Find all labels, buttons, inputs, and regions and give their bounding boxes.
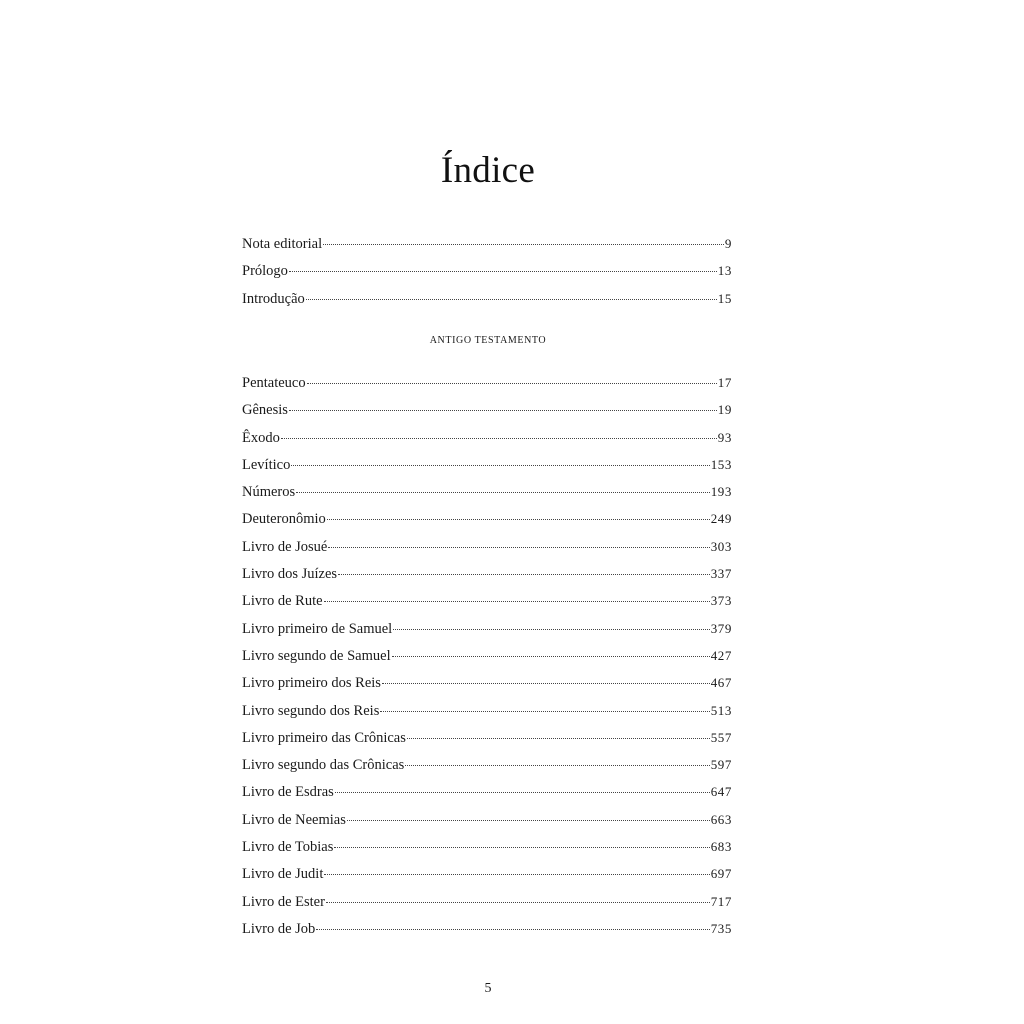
toc-entry-label: Livro dos Juízes xyxy=(242,566,338,583)
toc-entry-label: Livro primeiro das Crônicas xyxy=(242,729,406,746)
toc-entry-label: Livro de Josué xyxy=(242,538,328,555)
dot-leader xyxy=(296,492,710,493)
toc-entry-label: Prólogo xyxy=(242,263,288,280)
toc-entry xyxy=(242,697,732,724)
dot-leader xyxy=(334,847,709,848)
dot-leader xyxy=(393,629,709,630)
dot-leader xyxy=(316,929,709,930)
toc-entry xyxy=(242,396,732,423)
dot-leader xyxy=(382,683,710,684)
toc-entry xyxy=(242,615,732,642)
dot-leader xyxy=(392,656,710,657)
page-title: Índice xyxy=(440,150,536,191)
dot-leader xyxy=(291,465,709,466)
toc-entry-label: Deuteronômio xyxy=(242,511,326,528)
toc-entry-page: 663 xyxy=(710,811,732,827)
toc-entry-page: 193 xyxy=(710,484,732,500)
toc-entry xyxy=(242,257,732,284)
toc-main-list xyxy=(242,369,732,942)
toc-entry-page: 697 xyxy=(710,866,732,882)
toc-entry xyxy=(242,505,732,532)
toc-entry-page: 683 xyxy=(710,839,732,855)
toc-entry-label: Livro segundo dos Reis xyxy=(242,702,380,719)
toc-entry xyxy=(242,888,732,915)
toc-entry-label: Livro de Judit xyxy=(242,866,324,883)
toc-entry-label: Livro de Ester xyxy=(242,893,325,910)
dot-leader xyxy=(306,299,717,300)
toc-entry-label: Gênesis xyxy=(242,402,288,419)
toc-entry-page: 13 xyxy=(717,263,732,279)
dot-leader xyxy=(324,874,709,875)
toc-entry-label: Livro de Rute xyxy=(242,593,323,610)
toc-entry xyxy=(242,860,732,887)
toc-entry-label: Pentateuco xyxy=(242,375,306,391)
toc-entry-label: Nota editorial xyxy=(242,236,323,252)
dot-leader xyxy=(289,410,717,411)
toc-entry xyxy=(242,833,732,860)
dot-leader xyxy=(328,547,709,548)
toc-entry-page: 597 xyxy=(710,757,732,773)
toc-entry-page: 249 xyxy=(710,511,732,527)
dot-leader xyxy=(407,738,710,739)
toc-entry xyxy=(242,451,732,478)
dot-leader xyxy=(327,519,710,520)
toc-entry xyxy=(242,915,732,942)
toc-entry-page: 735 xyxy=(710,920,732,936)
toc-entry xyxy=(242,642,732,669)
toc-entry-page: 17 xyxy=(717,375,732,390)
toc-entry xyxy=(242,230,732,257)
toc-entry xyxy=(242,806,732,833)
toc-entry-label: Livro de Esdras xyxy=(242,784,334,801)
dot-leader xyxy=(335,792,710,793)
toc-entry-label: Livro de Job xyxy=(242,920,316,937)
toc-entry-page: 337 xyxy=(710,566,732,582)
toc-entry-label: Livro segundo das Crônicas xyxy=(242,757,405,774)
toc-entry xyxy=(242,560,732,587)
toc-entry-page: 303 xyxy=(710,538,732,554)
toc-entry-label: Livro de Tobias xyxy=(242,839,334,856)
toc-entry-page: 717 xyxy=(710,893,732,909)
toc-entry-page: 427 xyxy=(710,647,732,663)
toc-entry xyxy=(242,724,732,751)
toc-entry-page: 647 xyxy=(710,784,732,800)
dot-leader xyxy=(307,383,717,384)
toc-entry-label: Números xyxy=(242,484,296,501)
toc-entry-label: Livro primeiro dos Reis xyxy=(242,675,381,692)
dot-leader xyxy=(380,711,709,712)
toc-entry xyxy=(242,669,732,696)
toc-intro-list xyxy=(242,230,732,312)
toc-entry-label: Livro primeiro de Samuel xyxy=(242,620,393,637)
dot-leader xyxy=(405,765,709,766)
toc-entry-page: 373 xyxy=(710,593,732,609)
toc-entry xyxy=(242,533,732,560)
toc-entry-page: 153 xyxy=(710,456,732,472)
page-number: 5 xyxy=(484,981,492,996)
toc-entry-page: 93 xyxy=(717,429,732,445)
toc-entry-page: 15 xyxy=(717,290,732,306)
dot-leader xyxy=(338,574,710,575)
toc-entry xyxy=(242,751,732,778)
toc-entry xyxy=(242,778,732,805)
toc-entry xyxy=(242,369,732,396)
dot-leader xyxy=(323,244,724,245)
dot-leader xyxy=(289,271,717,272)
toc-entry-page: 467 xyxy=(710,675,732,691)
toc-entry xyxy=(242,587,732,614)
section-heading: ANTIGO TESTAMENTO xyxy=(429,335,547,346)
toc-entry-page: 513 xyxy=(710,702,732,718)
toc-entry-label: Êxodo xyxy=(242,429,280,446)
toc-entry-page: 19 xyxy=(717,402,732,418)
dot-leader xyxy=(281,438,717,439)
toc-entry-label: Levítico xyxy=(242,456,291,473)
toc-entry-page: 557 xyxy=(710,729,732,745)
toc-entry xyxy=(242,424,732,451)
toc-entry-label: Livro segundo de Samuel xyxy=(242,647,391,664)
dot-leader xyxy=(324,601,710,602)
toc-entry-label: Livro de Neemias xyxy=(242,811,346,828)
toc-entry-label: Introdução xyxy=(242,290,305,307)
toc-entry xyxy=(242,285,732,312)
dot-leader xyxy=(347,820,710,821)
dot-leader xyxy=(326,902,710,903)
toc-entry-page: 9 xyxy=(724,236,732,251)
toc-entry-page: 379 xyxy=(710,620,732,636)
toc-entry xyxy=(242,478,732,505)
